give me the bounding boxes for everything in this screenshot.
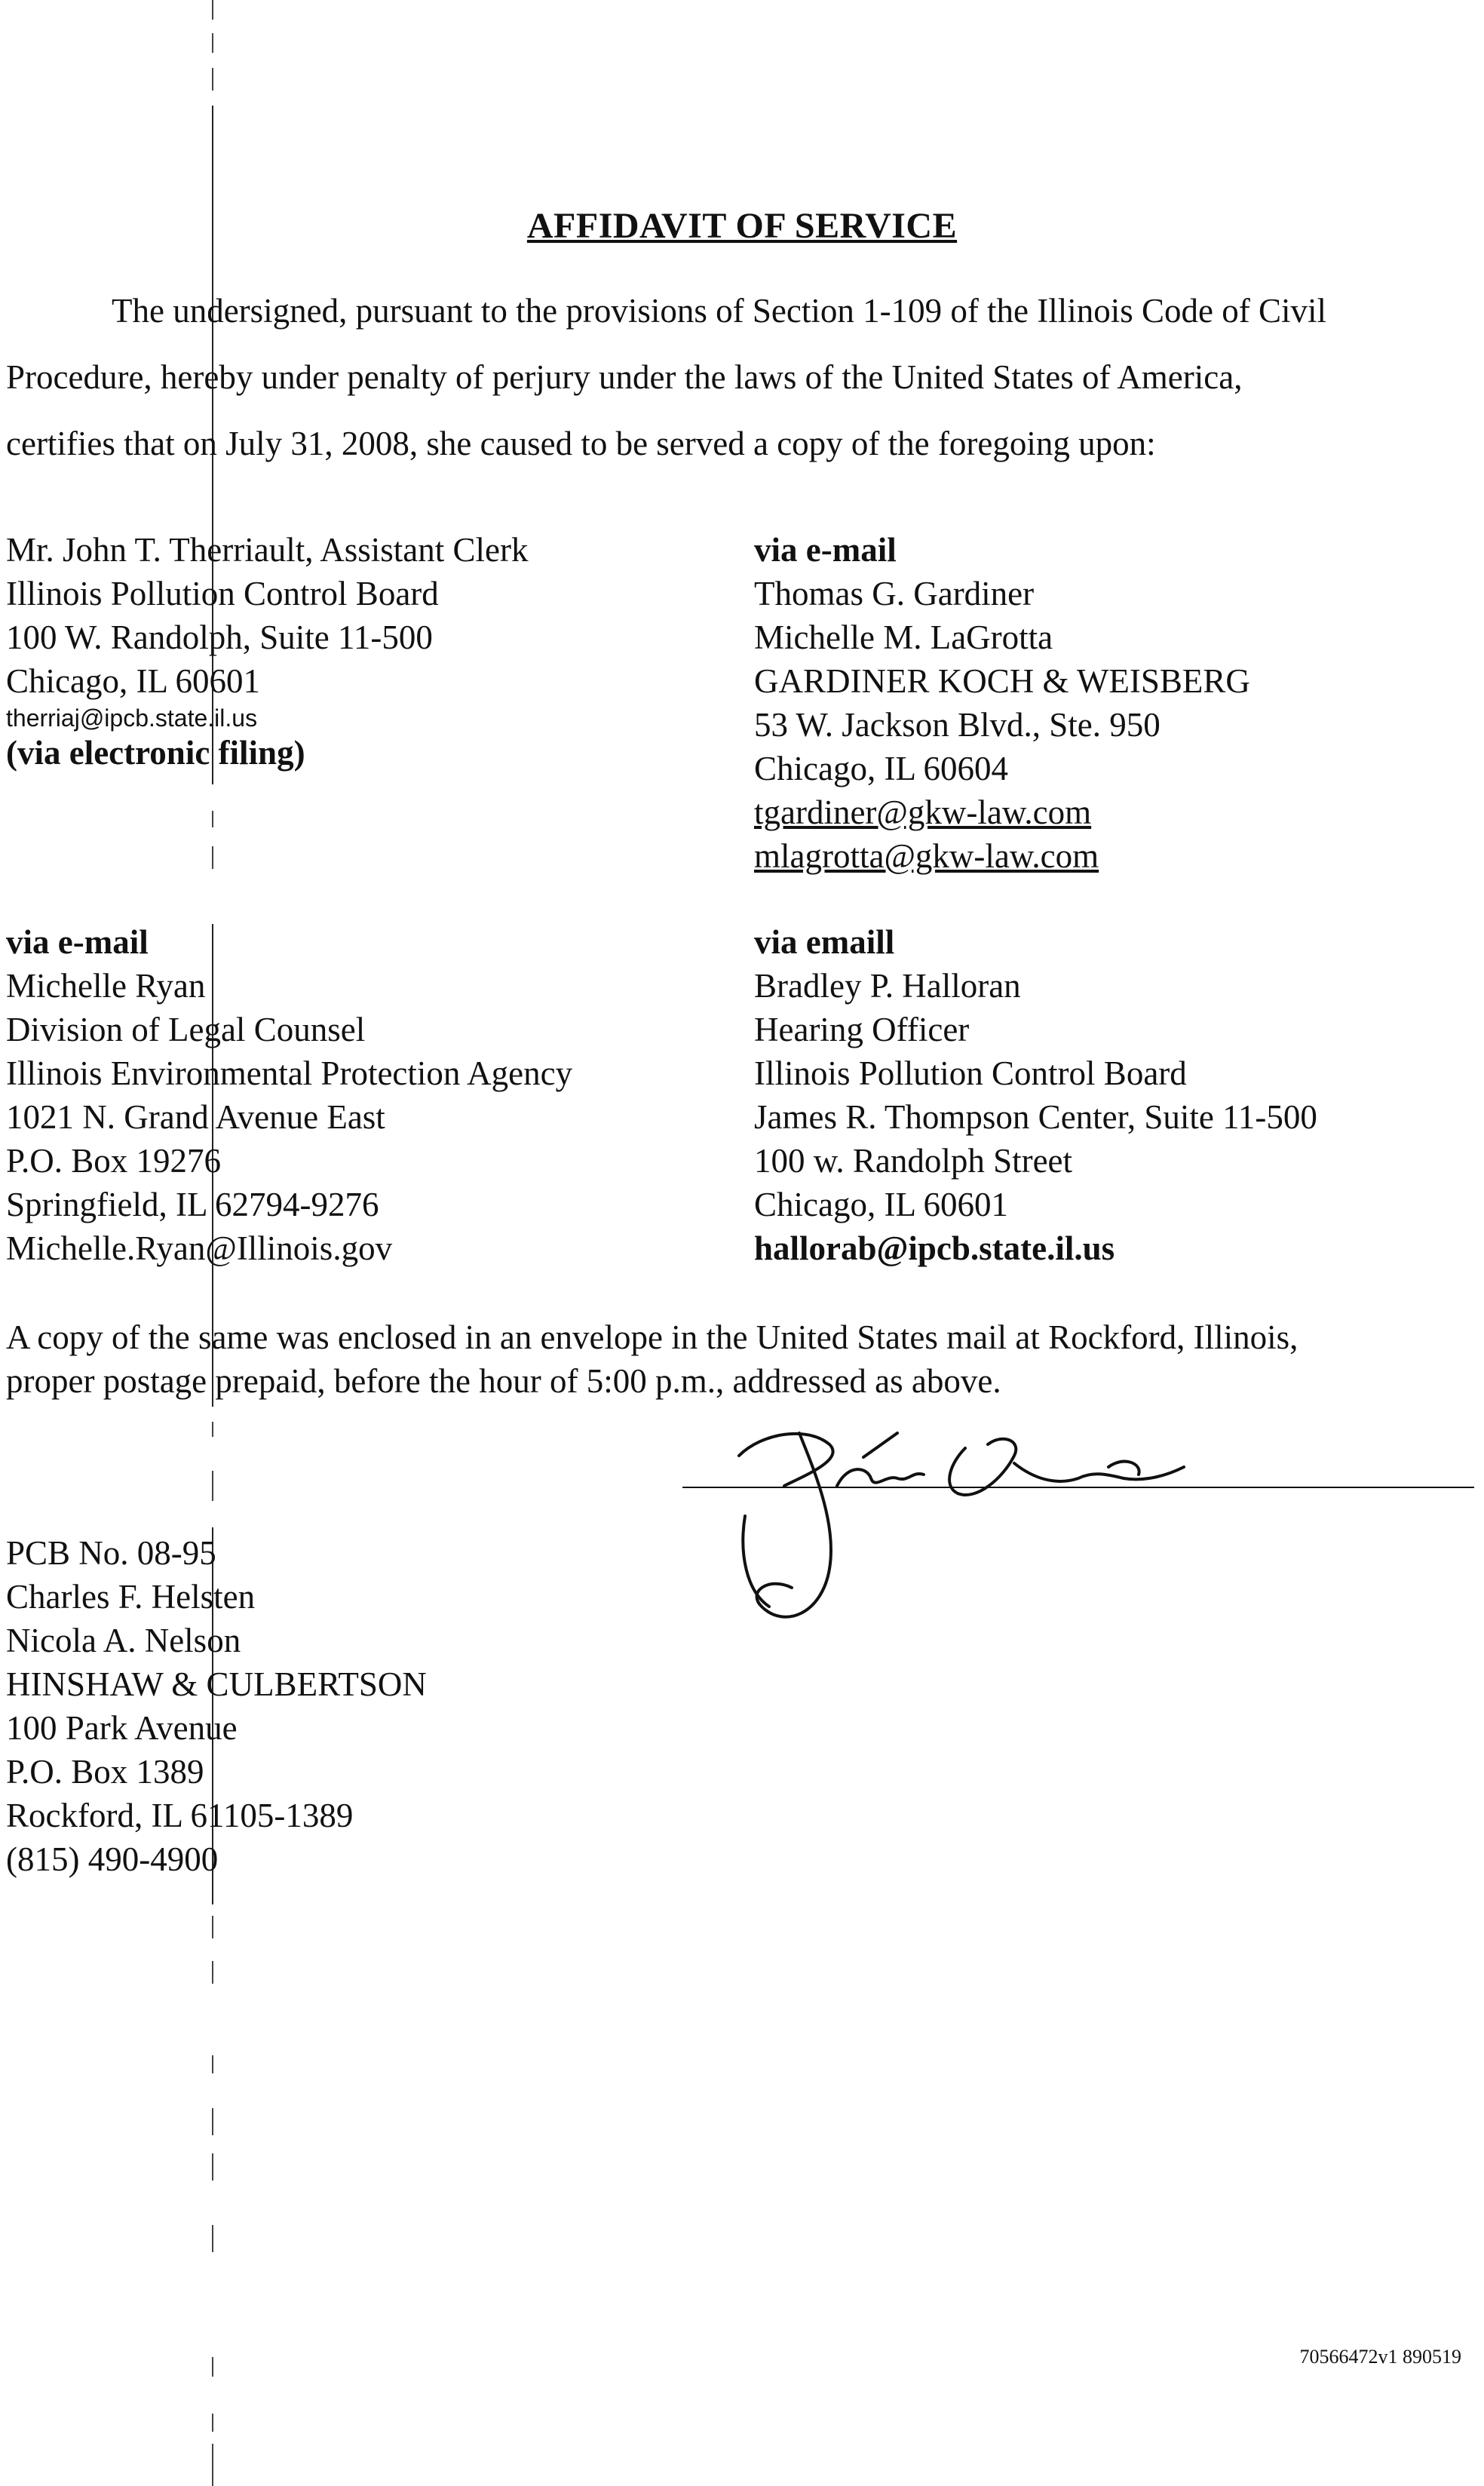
recipient-line: GARDINER KOCH & WEISBERG	[754, 662, 1250, 700]
counsel-line: Nicola A. Nelson	[6, 1622, 241, 1659]
recipient-line: Springfield, IL 62794-9276	[6, 1186, 379, 1223]
recipient-line: Thomas G. Gardiner	[754, 575, 1035, 612]
recipient-line: Bradley P. Halloran	[754, 967, 1021, 1005]
margin-artifact-line	[212, 2357, 213, 2377]
service-method: via e-mail	[6, 923, 149, 961]
signature-line	[682, 1487, 1474, 1488]
recipient-line: James R. Thompson Center, Suite 11-500	[754, 1098, 1317, 1136]
margin-artifact-line	[212, 68, 213, 91]
email-link[interactable]: mlagrotta@gkw-law.com	[754, 837, 1099, 875]
recipient-line: Chicago, IL 60601	[754, 1186, 1009, 1223]
margin-artifact-line	[212, 811, 213, 827]
recipient-line: Chicago, IL 60604	[754, 750, 1009, 787]
case-number: PCB No. 08-95	[6, 1534, 216, 1572]
margin-artifact-line	[212, 2108, 213, 2135]
recipient-line: Division of Legal Counsel	[6, 1011, 366, 1048]
recipient-email: therriaj@ipcb.state.il.us	[6, 704, 258, 732]
margin-artifact-line	[212, 2225, 213, 2252]
margin-artifact-line	[212, 2153, 213, 2181]
recipient-line: 1021 N. Grand Avenue East	[6, 1098, 385, 1136]
margin-artifact-line	[212, 0, 213, 20]
recipient-line: Mr. John T. Therriault, Assistant Clerk	[6, 531, 529, 569]
intro-line-1: The undersigned, pursuant to the provisions of Section 1-109 of the Illinois Code of Civil	[112, 292, 1327, 330]
margin-artifact-line	[212, 1961, 213, 1984]
service-method: (via electronic filing)	[6, 734, 305, 772]
service-method: via emaill	[754, 923, 895, 961]
margin-artifact-line	[212, 2414, 213, 2432]
margin-artifact-line	[212, 33, 213, 53]
margin-artifact-line	[212, 2444, 213, 2486]
counsel-line: Rockford, IL 61105-1389	[6, 1797, 354, 1834]
margin-artifact-line	[212, 846, 213, 869]
recipient-email: Michelle.Ryan@Illinois.gov	[6, 1229, 393, 1267]
recipient-line: Illinois Pollution Control Board	[754, 1054, 1187, 1092]
service-method: via e-mail	[754, 531, 897, 569]
mailing-line-2: proper postage prepaid, before the hour of 5:00 p.m., addressed as above.	[6, 1362, 1001, 1400]
recipient-line: Illinois Environmental Protection Agency	[6, 1054, 573, 1092]
recipient-halloran	[754, 920, 1317, 1270]
recipient-line: 100 W. Randolph, Suite 11-500	[6, 618, 433, 656]
recipient-ryan	[6, 920, 572, 1270]
email-link[interactable]: tgardiner@gkw-law.com	[754, 793, 1092, 831]
document-title: AFFIDAVIT OF SERVICE	[526, 206, 958, 246]
mailing-statement	[6, 1315, 1298, 1403]
recipient-gardiner	[754, 528, 1250, 878]
counsel-line: 100 Park Avenue	[6, 1709, 238, 1747]
recipient-line: Michelle M. LaGrotta	[754, 618, 1053, 656]
intro-line-2: Procedure, hereby under penalty of perjury under the laws of the United States of America,	[6, 358, 1243, 396]
margin-artifact-line	[212, 1916, 213, 1938]
counsel-line: P.O. Box 1389	[6, 1753, 204, 1791]
recipient-line: P.O. Box 19276	[6, 1142, 222, 1180]
recipient-line: 100 w. Randolph Street	[754, 1142, 1073, 1180]
document-id: 70566472v1 890519	[1299, 2346, 1461, 2368]
recipient-line: Illinois Pollution Control Board	[6, 575, 439, 612]
recipient-line: Hearing Officer	[754, 1011, 970, 1048]
handwritten-signature	[716, 1403, 1229, 1652]
margin-artifact-line	[212, 1422, 213, 1437]
recipient-line: Michelle Ryan	[6, 967, 206, 1005]
recipient-email: hallorab@ipcb.state.il.us	[754, 1229, 1115, 1267]
recipient-line: 53 W. Jackson Blvd., Ste. 950	[754, 706, 1161, 744]
counsel-block	[6, 1531, 427, 1881]
counsel-phone: (815) 490-4900	[6, 1840, 219, 1878]
counsel-line: HINSHAW & CULBERTSON	[6, 1665, 427, 1703]
intro-line-3: certifies that on July 31, 2008, she caused to be served a copy of the foregoing upon:	[6, 425, 1156, 462]
counsel-line: Charles F. Helsten	[6, 1578, 256, 1616]
margin-artifact-line	[212, 1471, 213, 1501]
recipient-line: Chicago, IL 60601	[6, 662, 261, 700]
recipient-clerk	[6, 528, 528, 772]
mailing-line-1: A copy of the same was enclosed in an envelope in the United States mail at Rockford, Illinois,	[6, 1318, 1298, 1356]
margin-artifact-line	[212, 2055, 213, 2073]
